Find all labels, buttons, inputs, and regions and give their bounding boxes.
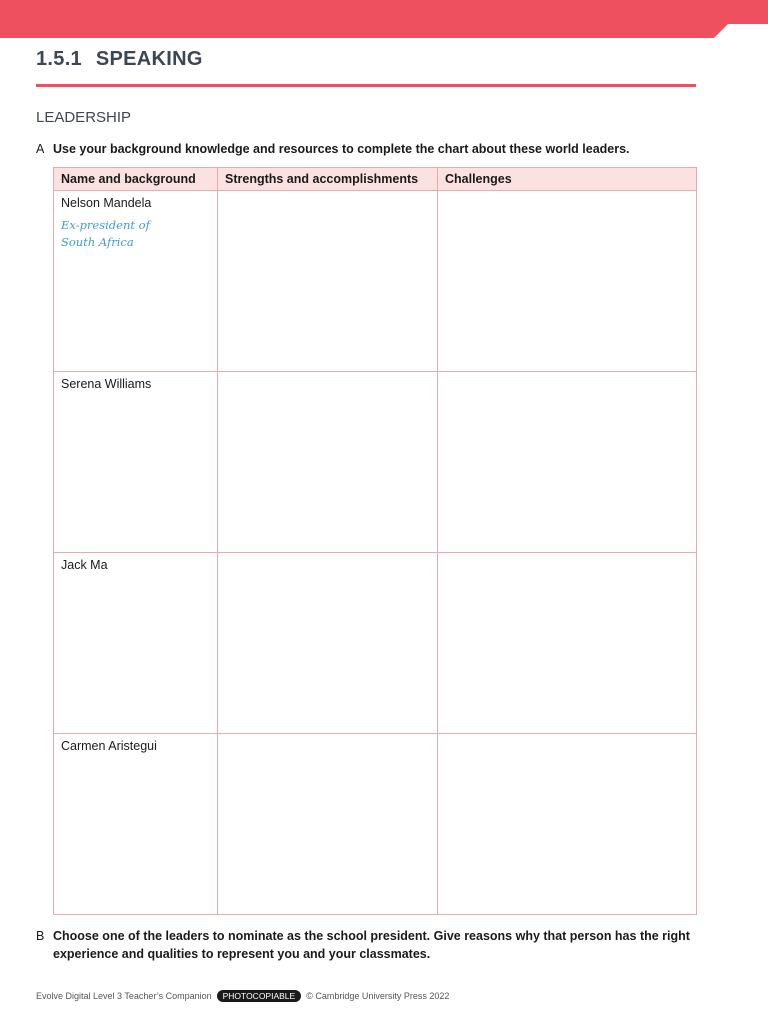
section-number: 1.5.1	[36, 48, 82, 70]
name-cell[interactable]	[54, 191, 218, 372]
table-row	[54, 191, 697, 372]
leader-name: Nelson Mandela	[61, 196, 152, 210]
subheading: LEADERSHIP	[36, 109, 132, 126]
name-cell[interactable]	[54, 372, 218, 553]
leader-name: Serena Williams	[61, 377, 152, 391]
instruction-b-text: Choose one of the leaders to nominate as the school president. Give reasons why that person has the right experience and qualities to represent you and your classmates.	[53, 929, 690, 961]
table-row	[54, 553, 697, 734]
instruction-b-letter: B	[36, 929, 45, 943]
table-row	[54, 734, 697, 915]
strengths-cell[interactable]	[218, 553, 438, 734]
name-cell[interactable]	[54, 734, 218, 915]
challenges-cell[interactable]	[438, 734, 697, 915]
header-challenges: Challenges	[438, 168, 697, 191]
instruction-b	[36, 927, 696, 963]
footer-publication: Evolve Digital Level 3 Teacher’s Companion	[36, 991, 212, 1001]
table-row	[54, 372, 697, 553]
strengths-cell[interactable]	[218, 191, 438, 372]
top-band-corner-cut	[728, 24, 768, 38]
challenges-cell[interactable]	[438, 191, 697, 372]
leader-name: Carmen Aristegui	[61, 739, 157, 753]
heading-divider	[36, 84, 696, 87]
photocopiable-badge: PHOTOCOPIABLE	[217, 990, 302, 1002]
leaders-chart-table	[53, 167, 697, 915]
top-band-corner-slope	[714, 24, 728, 38]
section-heading	[36, 48, 203, 71]
leader-name: Jack Ma	[61, 558, 108, 572]
strengths-cell[interactable]	[218, 734, 438, 915]
handwritten-note: Ex-president of South Africa	[61, 218, 150, 249]
top-color-band	[0, 0, 768, 38]
challenges-cell[interactable]	[438, 553, 697, 734]
page-footer	[36, 990, 449, 1002]
table-header-row	[54, 168, 697, 191]
challenges-cell[interactable]	[438, 372, 697, 553]
instruction-a	[36, 140, 696, 158]
section-title: SPEAKING	[95, 48, 203, 70]
instruction-a-text: Use your background knowledge and resources to complete the chart about these world leaders.	[53, 142, 630, 156]
footer-copyright: © Cambridge University Press 2022	[306, 991, 450, 1001]
header-name-background: Name and background	[54, 168, 218, 191]
header-strengths: Strengths and accomplishments	[218, 168, 438, 191]
instruction-a-letter: A	[36, 142, 45, 156]
name-cell[interactable]	[54, 553, 218, 734]
strengths-cell[interactable]	[218, 372, 438, 553]
